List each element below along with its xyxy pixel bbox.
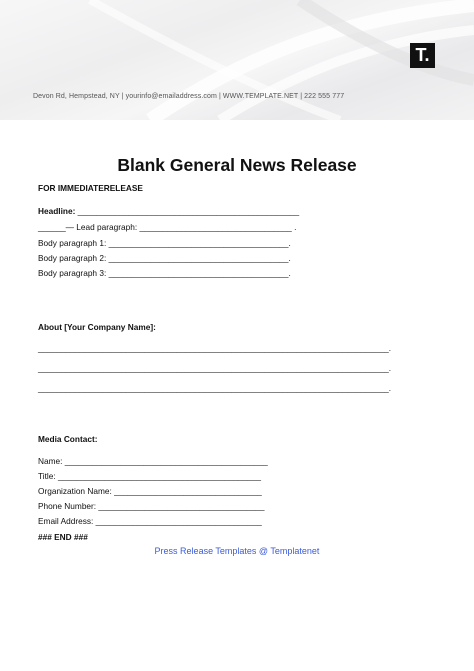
organization-name-field: Organization Name: ________________________________ — [38, 486, 262, 496]
body-paragraph-3-field: Body paragraph 3: _______________________________________. — [38, 268, 291, 278]
end-mark: ### END ### — [38, 532, 88, 542]
about-heading: About [Your Company Name]: — [38, 322, 156, 332]
phone-number-field: Phone Number: ____________________________________ — [38, 501, 265, 511]
contact-title-field: Title: ____________________________________________ — [38, 471, 262, 481]
headline-field: Headline: ________________________________________________ — [38, 206, 300, 216]
lead-paragraph-field: ______— Lead paragraph: _________________________________ . — [38, 222, 297, 232]
press-release-templates-link[interactable]: Press Release Templates @ Templatenet — [154, 546, 320, 556]
document-title: Blank General News Release — [117, 155, 357, 175]
headline-blank: ________________________________________________ — [77, 206, 300, 216]
release-note: FOR IMMEDIATERELEASE — [38, 183, 143, 193]
letterhead-banner — [0, 0, 474, 120]
body-paragraph-2-field: Body paragraph 2: _______________________________________. — [38, 253, 291, 263]
body-paragraph-1-field: Body paragraph 1: _______________________________________. — [38, 238, 291, 248]
about-line-1: ____________________________________________________________________________. — [38, 343, 391, 353]
about-line-3: ____________________________________________________________________________. — [38, 383, 391, 393]
about-line-2: ____________________________________________________________________________. — [38, 363, 391, 373]
contact-name-field: Name: ____________________________________________ — [38, 456, 268, 466]
template-logo: T. — [410, 43, 435, 68]
contact-line: Devon Rd, Hempstead, NY | yourinfo@emailaddress.com | WWW.TEMPLATE.NET | 222 555 777 — [33, 93, 345, 100]
decorative-waves — [0, 0, 474, 120]
email-address-field: Email Address: ____________________________________ — [38, 516, 262, 526]
media-contact-heading: Media Contact: — [38, 434, 98, 444]
